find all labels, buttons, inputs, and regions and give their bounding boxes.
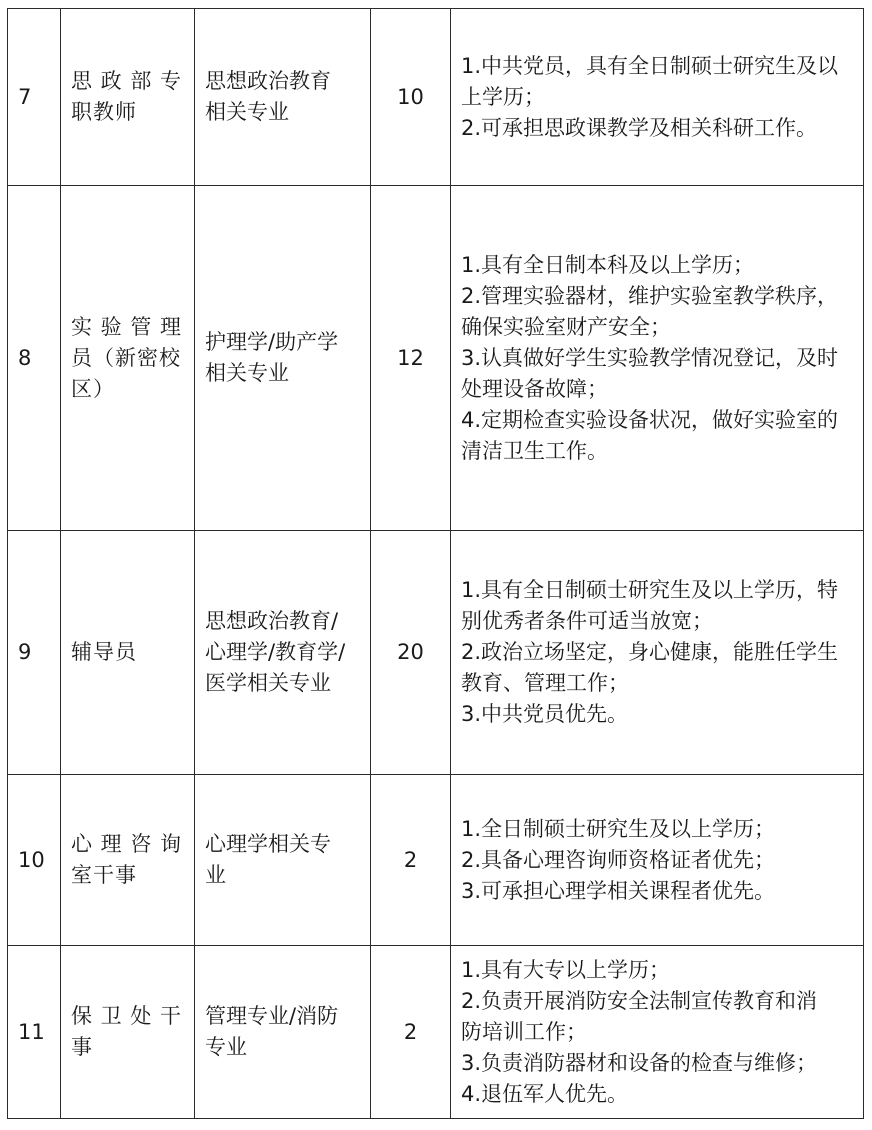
requirements-cell [451,531,864,775]
major-text-line: 相关专业 [205,100,289,124]
major-text-line: 管理专业/消防 [205,1004,339,1028]
requirement-line: 2.管理实验器材，维护实验室教学秩序， [461,283,839,308]
requirement-line: 2.可承担思政课教学及相关科研工作。 [461,115,818,140]
requirement-line: 上学历； [461,84,545,109]
table-row [8,946,864,1119]
requirement-line: 1.具有大专以上学历； [461,957,671,982]
headcount-text: 12 [397,345,424,370]
requirements-cell [451,775,864,946]
position-text-line: 思 政 部 专 [71,69,183,93]
position-text-line: 保 卫 处 干 [71,1004,183,1028]
headcount-cell [371,531,451,775]
row-number [8,186,61,531]
requirement-line: 2.负责开展消防安全法制宣传教育和消 [461,988,818,1013]
table-body [8,9,864,1119]
headcount-cell [371,775,451,946]
row-number-text: 7 [18,84,32,109]
headcount-text: 10 [397,84,424,109]
requirement-line: 教育、管理工作； [461,671,629,695]
position-cell [61,9,195,186]
major-text-line: 医学相关专业 [205,671,331,695]
position-text-line: 室干事 [71,863,137,887]
requirements-cell [451,946,864,1119]
row-number-text: 11 [18,1019,45,1044]
major-text-line: 心理学/教育学/ [205,640,346,664]
requirement-line: 3.中共党员优先。 [461,702,629,726]
row-number-text: 8 [18,345,32,370]
major-text-line: 心理学相关专 [205,832,331,856]
table-row [8,186,864,531]
major-text-line: 思想政治教育/ [205,609,339,633]
headcount-text: 20 [397,640,424,664]
row-number [8,9,61,186]
position-cell [61,531,195,775]
requirement-line: 防培训工作； [461,1019,587,1044]
requirement-line: 4.定期检查实验设备状况，做好实验室的 [461,407,839,432]
major-text-line: 专业 [205,1035,247,1059]
requirements-cell [451,186,864,531]
row-number [8,531,61,775]
headcount-cell [371,186,451,531]
major-cell [195,9,371,186]
requirement-line: 1.具有全日制本科及以上学历； [461,252,755,277]
row-number-text: 9 [18,640,32,664]
position-cell [61,775,195,946]
requirement-line: 3.负责消防器材和设备的检查与维修； [461,1050,818,1075]
position-text-line: 实 验 管 理 [71,314,183,339]
position-text-line: 区） [71,376,115,401]
major-text-line: 思想政治教育 [205,69,331,93]
table-row [8,531,864,775]
major-cell [195,775,371,946]
major-text-line: 相关专业 [205,361,289,385]
row-number [8,946,61,1119]
row-number [8,775,61,946]
position-text-line: 事 [71,1035,93,1059]
requirement-line: 3.可承担心理学相关课程者优先。 [461,878,776,903]
requirement-line: 处理设备故障； [461,376,608,401]
major-cell [195,946,371,1119]
requirement-line: 1.具有全日制硕士研究生及以上学历，特 [461,578,839,602]
position-text-line: 职教师 [71,100,137,124]
headcount-cell [371,9,451,186]
requirement-line: 3.认真做好学生实验教学情况登记，及时 [461,345,839,370]
requirement-line: 2.具备心理咨询师资格证者优先； [461,847,776,872]
requirement-line: 确保实验室财产安全； [461,314,671,339]
headcount-text: 2 [403,847,418,872]
position-text-line: 辅导员 [71,640,137,664]
major-cell [195,531,371,775]
major-text-line: 业 [205,863,226,887]
recruitment-table [7,8,864,1119]
major-cell [195,186,371,531]
headcount-text: 2 [403,1019,418,1044]
position-text-line: 员（新密校 [71,345,181,370]
requirement-line: 1.中共党员，具有全日制硕士研究生及以 [461,53,839,78]
position-cell [61,186,195,531]
requirement-line: 4.退伍军人优先。 [461,1081,629,1106]
headcount-cell [371,946,451,1119]
requirements-cell [451,9,864,186]
major-text-line: 护理学/助产学 [205,330,339,354]
table-row [8,775,864,946]
requirement-line: 1.全日制硕士研究生及以上学历； [461,816,776,841]
requirement-line: 清洁卫生工作。 [461,438,608,463]
table-row [8,9,864,186]
row-number-text: 10 [18,847,45,872]
position-cell [61,946,195,1119]
requirement-line: 别优秀者条件可适当放宽； [461,609,713,633]
requirement-line: 2.政治立场坚定，身心健康，能胜任学生 [461,640,839,664]
position-text-line: 心 理 咨 询 [71,832,183,856]
